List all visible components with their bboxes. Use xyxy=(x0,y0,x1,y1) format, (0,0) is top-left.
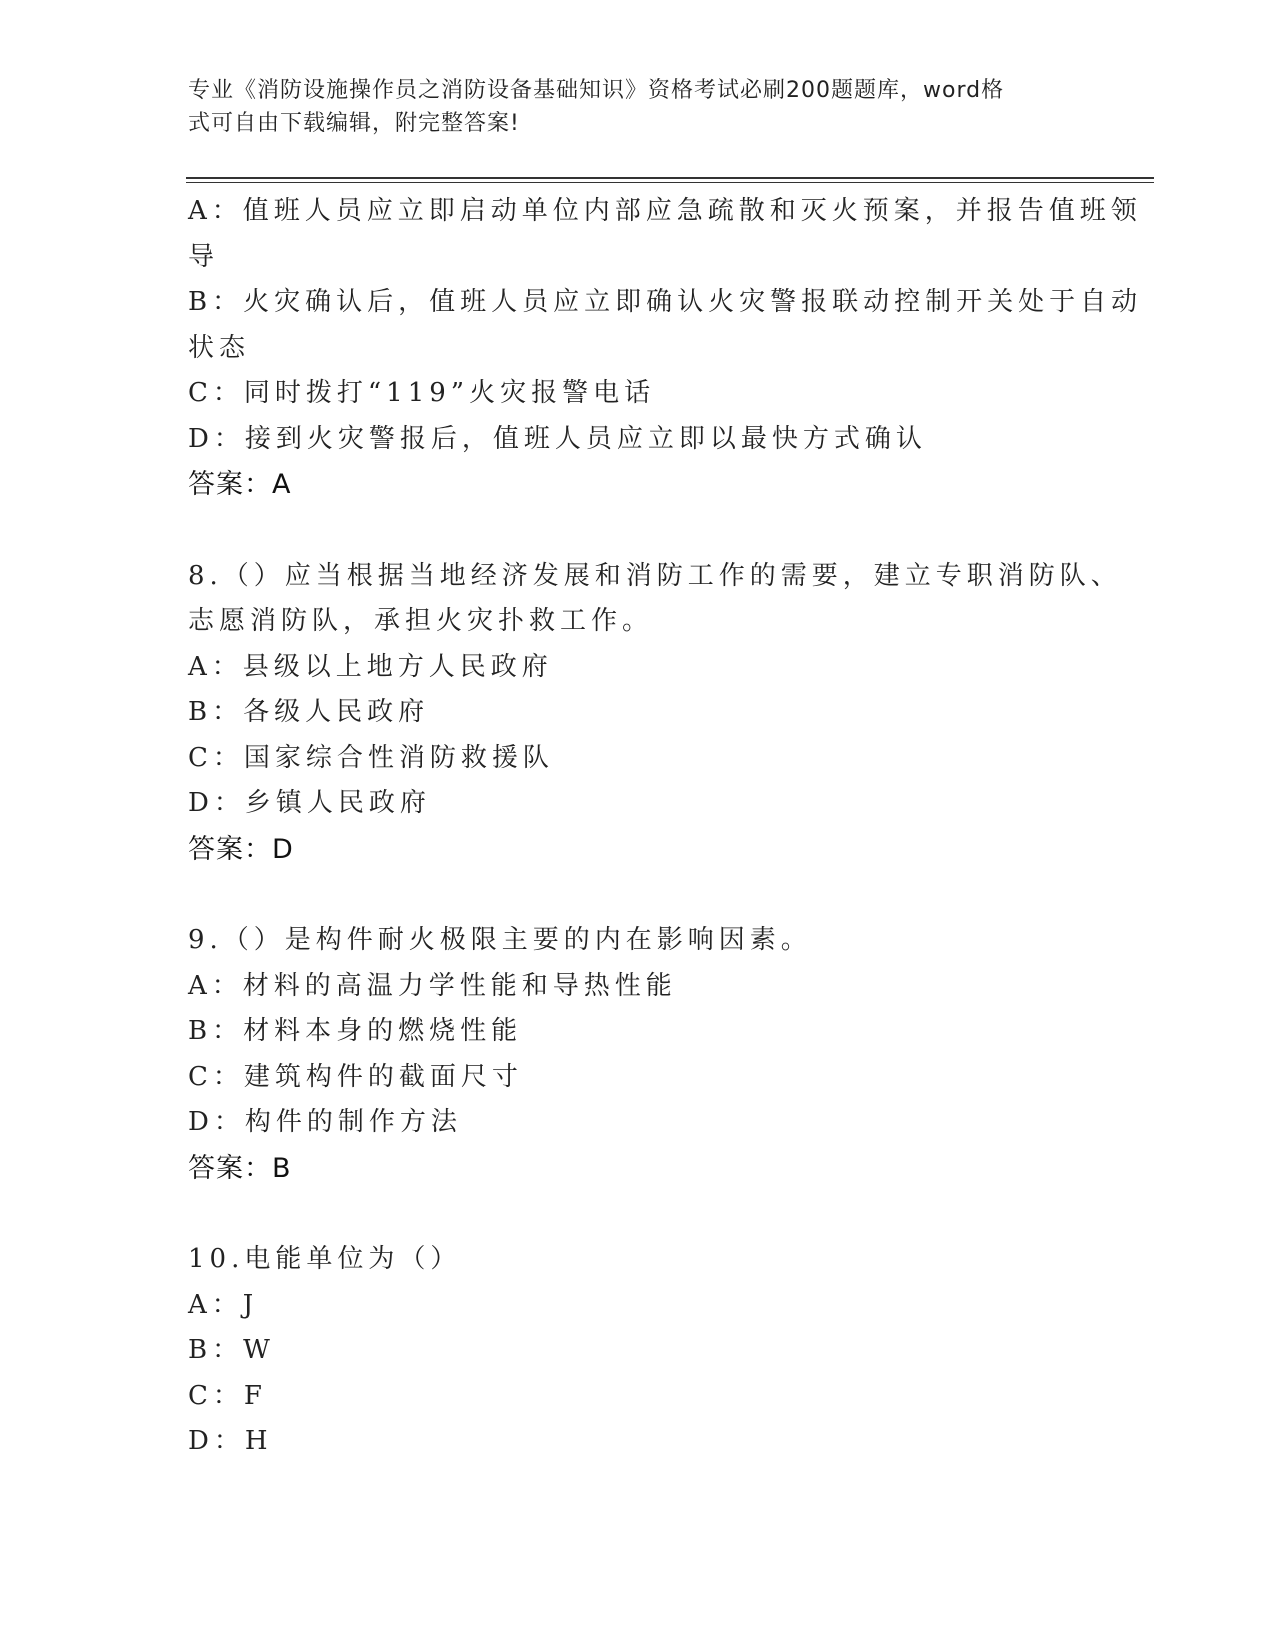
question-8 xyxy=(188,554,1122,873)
spacer xyxy=(188,1191,1088,1237)
q7-option-b: B：火灾确认后，值班人员应立即确认火灾警报联动控制开关处于自动 xyxy=(188,287,1143,317)
q8-answer: 答案：D xyxy=(188,833,294,865)
q9-answer: 答案：B xyxy=(188,1152,292,1184)
spacer xyxy=(188,508,1088,554)
q10-option-b: B：W xyxy=(188,1335,275,1365)
question-9 xyxy=(188,918,1088,1191)
q9-option-c: C：建筑构件的截面尺寸 xyxy=(188,1061,523,1092)
q7-option-b-cont: 状态 xyxy=(188,332,251,363)
header-title-line-2: 式可自由下载编辑，附完整答案! xyxy=(188,111,520,136)
question-list xyxy=(188,189,1143,1465)
q7-option-c: C：同时拨打“119”火灾报警电话 xyxy=(188,378,656,408)
q8-stem: 8.（）应当根据当地经济发展和消防工作的需要，建立专职消防队、 xyxy=(188,560,1122,591)
q9-option-a: A：材料的高温力学性能和导热性能 xyxy=(188,970,677,1001)
q10-option-c: C：F xyxy=(188,1380,267,1411)
q7-option-a: A：值班人员应立即启动单位内部应急疏散和灭火预案，并报告值班领 xyxy=(188,196,1142,226)
question-10 xyxy=(188,1237,1088,1465)
q10-option-a: A：J xyxy=(188,1289,259,1320)
q7-option-d: D：接到火灾警报后，值班人员应立即以最快方式确认 xyxy=(188,423,927,454)
q9-stem: 9.（）是构件耐火极限主要的内在影响因素。 xyxy=(188,925,812,955)
document-header xyxy=(188,74,1068,140)
header-divider xyxy=(186,177,1154,183)
spacer xyxy=(188,872,1088,918)
q10-stem: 10.电能单位为（） xyxy=(188,1244,462,1274)
q8-stem-cont: 志愿消防队，承担火灾扑救工作。 xyxy=(188,606,654,636)
q9-option-d: D：构件的制作方法 xyxy=(188,1107,462,1137)
header-title-line-1: 专业《消防设施操作员之消防设备基础知识》资格考试必刷200题题库，word格 xyxy=(188,78,1005,103)
q8-option-c: C：国家综合性消防救援队 xyxy=(188,742,554,773)
q9-option-b: B：材料本身的燃烧性能 xyxy=(188,1016,523,1046)
q8-option-a: A：县级以上地方人民政府 xyxy=(188,651,553,682)
question-7 xyxy=(188,189,1143,508)
q7-answer: 答案：A xyxy=(188,469,292,500)
q7-option-a-cont: 导 xyxy=(188,241,220,272)
q10-option-d: D：H xyxy=(188,1426,273,1456)
q8-option-b: B：各级人民政府 xyxy=(188,697,430,727)
q8-option-d: D：乡镇人民政府 xyxy=(188,788,431,818)
